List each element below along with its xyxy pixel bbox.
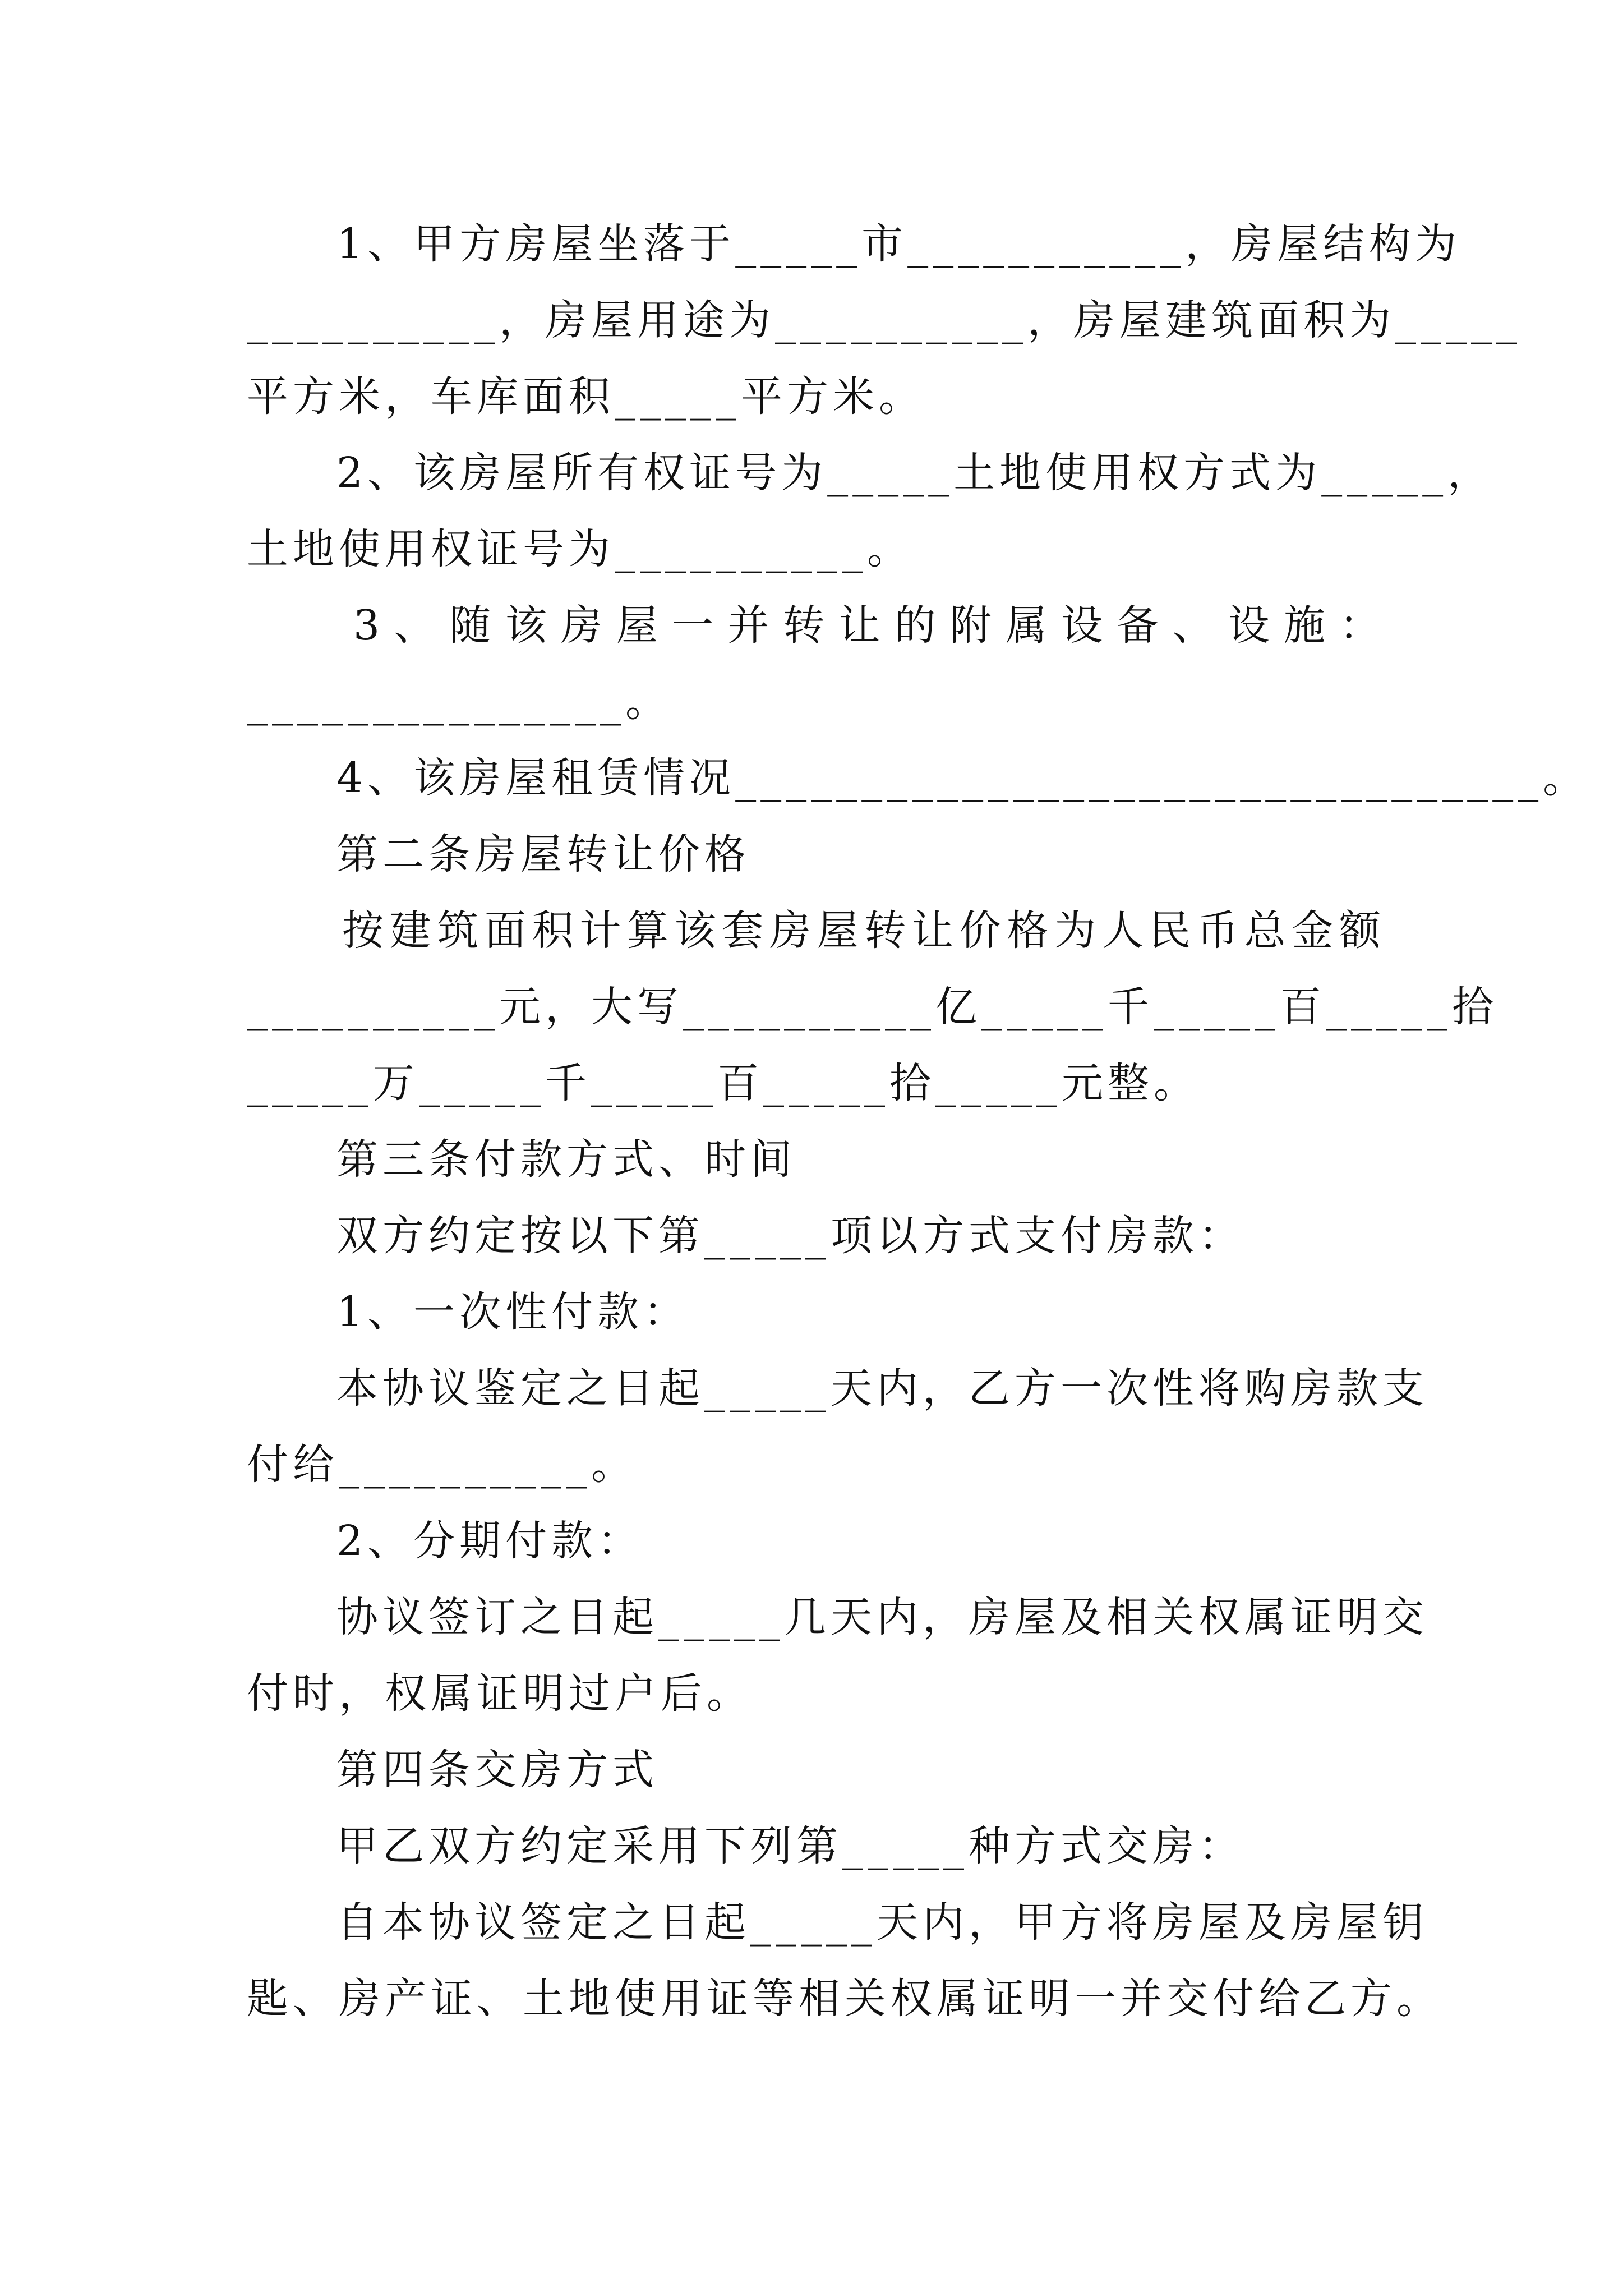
payment-option-1-recipient: 付给__________。 (247, 1441, 637, 1489)
clause-1-area-line: 平方米，车库面积_____平方米。 (247, 372, 925, 421)
payment-option-1-line: 本协议鉴定之日起_____天内，乙方一次性将购房款支 (336, 1364, 1428, 1412)
payment-option-2-heading: 2、分期付款： (336, 1517, 644, 1565)
payment-choice-line: 双方约定按以下第_____项以方式支付房款： (336, 1212, 1244, 1260)
payment-option-1-heading: 1、一次性付款： (336, 1288, 690, 1336)
clause-4-lease-line: 4、该房屋租赁情况________________________________。 (336, 754, 1589, 802)
payment-option-2-continuation: 付时，权属证明过户后。 (247, 1669, 753, 1718)
clause-3-facilities-line: 3、随该房屋一并转让的附属设备、设施： (353, 601, 1385, 650)
price-intro-line: 按建筑面积计算该套房屋转让价格为人民币总金额 (342, 907, 1385, 955)
delivery-terms-line: 自本协议签定之日起_____天内，甲方将房屋及房屋钥 (336, 1898, 1428, 1947)
section-2-heading: 第二条房屋转让价格 (336, 830, 750, 878)
clause-2-land-cert-line: 土地使用权证号为__________。 (247, 525, 913, 573)
price-capital-line: _____万_____千_____百_____拾_____元整。 (247, 1059, 1200, 1107)
section-4-heading: 第四条交房方式 (336, 1746, 658, 1794)
clause-1-structure-line: __________，房屋用途为__________，房屋建筑面积为_____ (247, 296, 1521, 344)
payment-option-2-line: 协议签订之日起_____几天内，房屋及相关权属证明交 (336, 1593, 1428, 1641)
clause-3-facilities-blank: _______________。 (247, 678, 671, 726)
clause-2-certificate-line: 2、该房屋所有权证号为_____土地使用权方式为_____， (336, 449, 1494, 497)
delivery-terms-continuation: 匙、房产证、土地使用证等相关权属证明一并交付给乙方。 (247, 1975, 1442, 2023)
clause-1-location-line: 1、甲方房屋坐落于_____市___________，房屋结构为 (336, 220, 1461, 268)
price-amount-line: __________元，大写__________亿_____千_____百_____拾 (247, 983, 1498, 1031)
section-3-heading: 第三条付款方式、时间 (336, 1135, 796, 1184)
delivery-choice-line: 甲乙双方约定采用下列第_____种方式交房： (336, 1822, 1244, 1870)
